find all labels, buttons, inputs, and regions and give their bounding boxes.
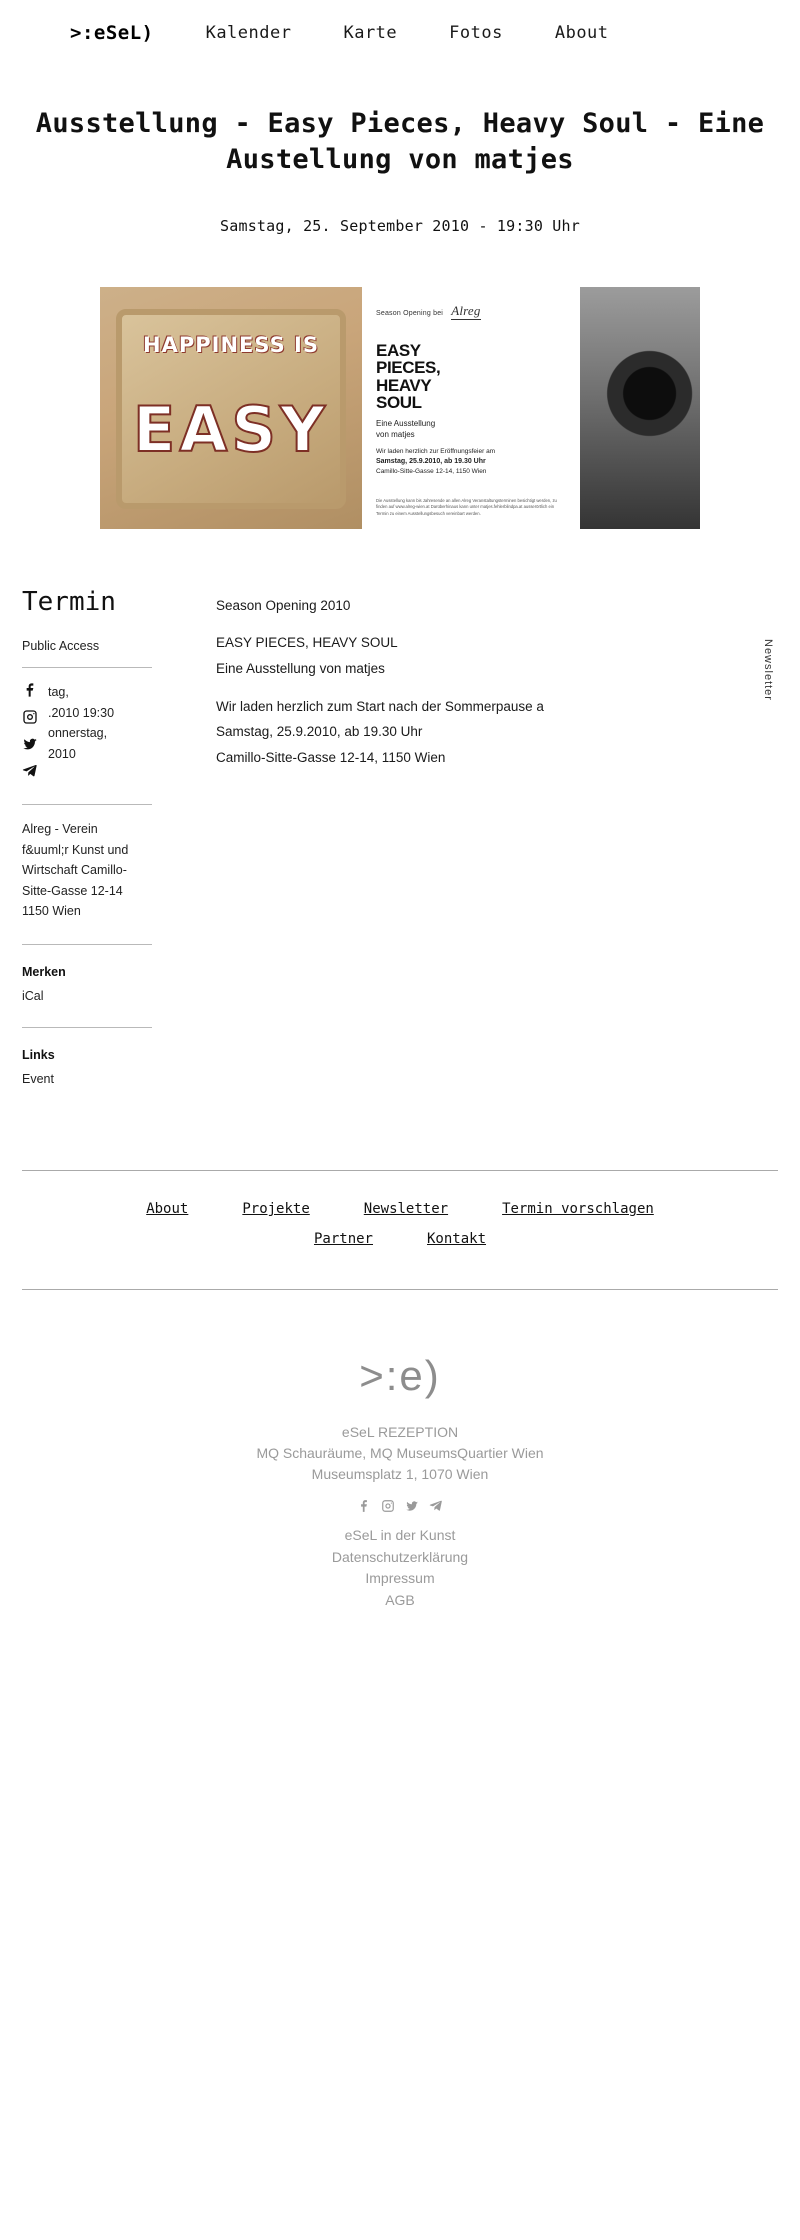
date-line-2: .2010 19:30 <box>48 705 115 720</box>
footer-link-about[interactable]: About <box>146 1201 189 1217</box>
poster-fineprint: Die Ausstellung kann bis Jahresende an allen Alreg Veranstaltungsterminen besichtigt werden, zu finden auf www.alreg-wien.at Darüberhinaus kann unter matjes.fehlerblindpa.at ausserörtlich ein Termin zu einem Ausstellungsbesuch vereinbart werden. <box>376 497 557 516</box>
poster-happiness-text: HAPPINESS IS <box>143 332 319 357</box>
twitter-icon[interactable] <box>22 736 38 752</box>
desc-line-3: Eine Ausstellung von matjes <box>216 661 385 677</box>
footer-link-termin-vorschlagen[interactable]: Termin vorschlagen <box>502 1201 654 1217</box>
venue-address: Alreg - Verein f&uuml;r Kunst und Wirtschaft Camillo-Sitte-Gasse 12-14 1150 Wien <box>22 821 129 919</box>
poster-season-label: Season Opening bei <box>376 309 444 317</box>
event-link[interactable]: Event <box>22 1072 54 1086</box>
poster-easy-text: EASY <box>133 392 329 466</box>
poster-season-opening <box>376 303 566 320</box>
event-description <box>200 587 730 1086</box>
content-area <box>0 529 800 1086</box>
date-line-3: onnerstag, <box>48 726 108 741</box>
footer-link-newsletter[interactable]: Newsletter <box>363 1201 449 1217</box>
site-logo[interactable]: >:eSeL) <box>70 22 154 44</box>
sidebar-heading: Termin <box>22 586 116 617</box>
footer-link-esel-in-der-kunst[interactable]: eSeL in der Kunst <box>344 1527 456 1543</box>
footer-address-line-1: MQ Schauräume, MQ MuseumsQuartier Wien <box>256 1445 544 1461</box>
footer-link-kontakt[interactable]: Kontakt <box>427 1231 487 1247</box>
divider <box>22 944 152 945</box>
footer-row-2 <box>0 1231 800 1247</box>
event-sidebar <box>22 587 200 1086</box>
footer-address-line-2: Museumsplatz 1, 1070 Wien <box>311 1466 489 1482</box>
date-line-4: 2010 <box>48 746 76 761</box>
desc-line-4: Wir laden herzlich zum Start nach der Sommerpause a <box>216 698 544 714</box>
footer-social-icons <box>0 1499 800 1513</box>
footer-row-1 <box>0 1201 800 1217</box>
twitter-icon[interactable] <box>405 1499 419 1513</box>
ical-link[interactable]: iCal <box>22 989 44 1003</box>
desc-line-2: EASY PIECES, HEAVY SOUL <box>216 635 398 651</box>
footer-logo: >:e) <box>359 1352 441 1399</box>
divider <box>22 1027 152 1028</box>
event-datetime: Samstag, 25. September 2010 - 19:30 Uhr <box>220 216 580 235</box>
poster-subline: Eine Ausstellung von matjes <box>376 419 436 439</box>
links-title: Links <box>22 1048 55 1062</box>
event-poster-image[interactable] <box>100 287 700 529</box>
tray-graphic <box>116 309 346 509</box>
event-date-lines <box>48 678 114 790</box>
telegram-icon[interactable] <box>429 1499 443 1513</box>
poster-invite-line1: Wir laden herzlich zur Eröffnungsfeier am <box>376 447 496 455</box>
footer-link-datenschutz[interactable]: Datenschutzerklärung <box>331 1548 469 1565</box>
main-navigation <box>0 0 800 64</box>
facebook-icon[interactable] <box>357 1499 371 1513</box>
nav-item-karte[interactable]: Karte <box>343 23 398 43</box>
share-and-date-row <box>22 678 200 790</box>
site-footer <box>0 1290 800 1612</box>
footer-link-projekte[interactable]: Projekte <box>242 1201 310 1217</box>
poster-brand: Alreg <box>451 302 481 318</box>
instagram-icon[interactable] <box>22 709 38 725</box>
public-access-label: Public Access <box>22 638 100 653</box>
poster-headline: EASY PIECES, HEAVY SOUL <box>376 340 441 412</box>
footer-link-partner[interactable]: Partner <box>313 1231 373 1247</box>
footer-org-name: eSeL REZEPTION <box>341 1424 459 1440</box>
desc-line-1: Season Opening 2010 <box>216 597 351 613</box>
newsletter-side-tab[interactable]: Newsletter <box>762 638 774 701</box>
poster-panel-right <box>580 287 700 529</box>
page-title: Ausstellung - Easy Pieces, Heavy Soul - Eine Austellung von matjes <box>35 108 765 176</box>
footer-link-agb[interactable]: AGB <box>385 1592 415 1609</box>
merken-title: Merken <box>22 965 66 979</box>
divider <box>22 667 152 668</box>
nav-item-fotos[interactable]: Fotos <box>449 23 503 43</box>
poster-panel-center <box>362 287 580 529</box>
poster-invite-line3: Camillo-Sitte-Gasse 12-14, 1150 Wien <box>376 468 487 476</box>
footer-link-impressum[interactable]: Impressum <box>365 1570 435 1587</box>
nav-item-about[interactable]: About <box>554 23 609 43</box>
poster-invitation <box>376 447 566 477</box>
poster-invite-line2: Samstag, 25.9.2010, ab 19.30 Uhr <box>376 457 486 465</box>
desc-line-6: Camillo-Sitte-Gasse 12-14, 1150 Wien <box>216 749 446 765</box>
instagram-icon[interactable] <box>381 1499 395 1513</box>
footer-links <box>0 1171 800 1275</box>
desc-line-5: Samstag, 25.9.2010, ab 19.30 Uhr <box>216 724 423 740</box>
poster-panel-left <box>100 287 362 529</box>
divider <box>22 804 152 805</box>
nav-item-kalender[interactable]: Kalender <box>205 23 292 43</box>
share-icons <box>22 678 48 790</box>
facebook-icon[interactable] <box>22 682 38 698</box>
telegram-icon[interactable] <box>22 763 38 779</box>
date-line-1: tag, <box>48 684 69 699</box>
